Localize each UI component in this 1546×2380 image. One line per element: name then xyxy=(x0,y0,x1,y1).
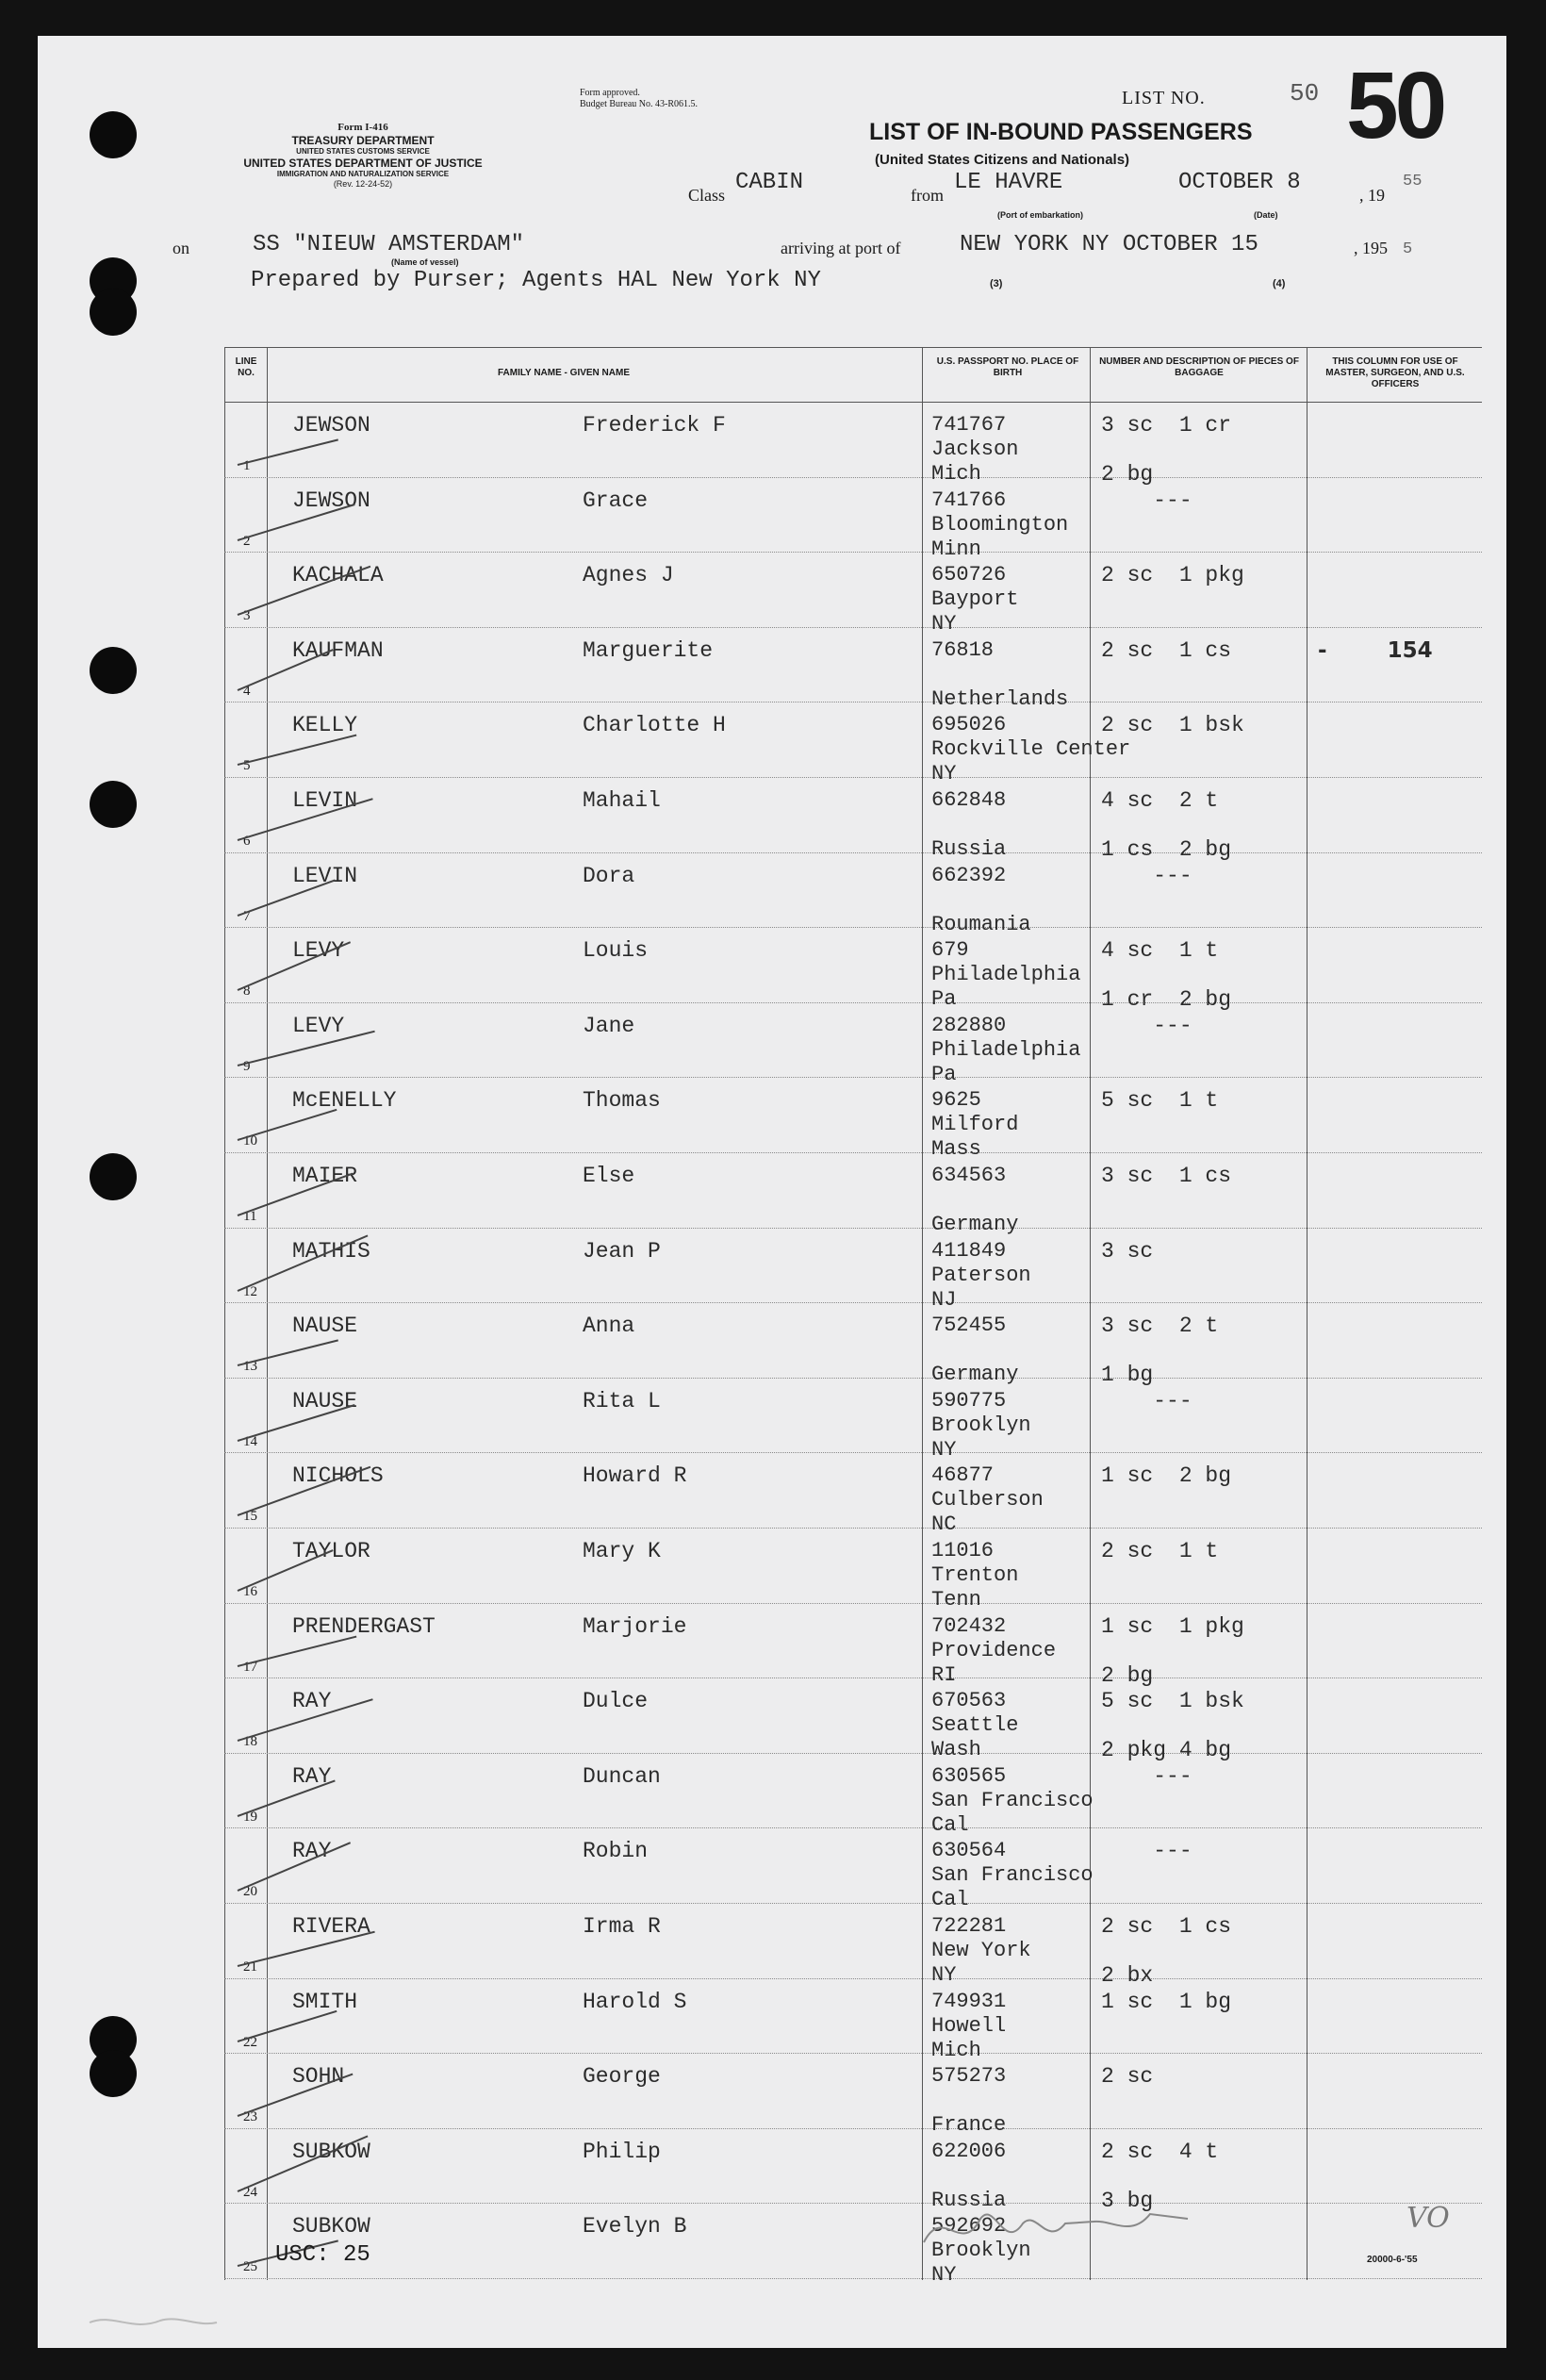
given-name: Dora xyxy=(583,863,635,888)
baggage-description: --- xyxy=(1101,1763,1192,1789)
family-name: NICHOLS xyxy=(292,1463,384,1489)
passenger-table xyxy=(224,347,1482,2288)
family-name: LEVY xyxy=(292,938,345,964)
baggage-description: --- xyxy=(1101,863,1192,888)
punch-hole xyxy=(90,647,137,694)
passport-birthplace: 630564 San Francisco Cal xyxy=(931,1839,1094,1912)
punch-hole xyxy=(90,111,137,158)
line-number: 17 xyxy=(243,1659,257,1675)
row-divider xyxy=(224,477,1482,478)
line-number: 20 xyxy=(243,1884,257,1900)
col-passport: U.S. PASSPORT NO. PLACE OF BIRTH xyxy=(936,356,1079,378)
row-divider xyxy=(224,627,1482,628)
family-name: JEWSON xyxy=(292,413,370,438)
passport-birthplace: 575273 France xyxy=(931,2064,1007,2138)
passport-birthplace: 411849 Paterson NJ xyxy=(931,1238,1031,1312)
passport-birthplace: 634563 Germany xyxy=(931,1164,1019,1236)
given-name: Mary K xyxy=(583,1539,661,1563)
passport-birthplace: 9625 Milford Mass xyxy=(931,1088,1019,1162)
list-no-label: LIST NO. xyxy=(1122,88,1206,108)
baggage-description: 2 sc 1 bsk xyxy=(1101,713,1244,738)
given-name: George xyxy=(583,2064,661,2090)
baggage-description: --- xyxy=(1101,1839,1192,1864)
check-mark-stroke xyxy=(238,2009,337,2041)
line-number: 11 xyxy=(243,1209,257,1224)
list-no-typed: 50 xyxy=(1290,79,1320,107)
passport-birthplace: 695026 Rockville Center NY xyxy=(931,713,1131,786)
given-name: Thomas xyxy=(583,1088,661,1114)
baggage-description: 1 sc 2 bg xyxy=(1101,1463,1232,1489)
baggage-description: 4 sc 2 t 1 cs 2 bg xyxy=(1101,788,1232,862)
baggage-description: 2 sc xyxy=(1101,2064,1154,2090)
given-name: Rita L xyxy=(583,1388,661,1413)
given-name: Charlotte H xyxy=(583,713,726,738)
baggage-description: --- xyxy=(1101,1388,1192,1413)
line-number: 5 xyxy=(243,758,251,774)
arrival-year-prefix: , 195 xyxy=(1354,239,1388,257)
line-number: 10 xyxy=(243,1133,257,1149)
row-divider xyxy=(224,1753,1482,1754)
given-name: Irma R xyxy=(583,1914,661,1939)
budget-bureau: Budget Bureau No. 43-R061.5. xyxy=(580,99,698,109)
family-name: TAYLOR xyxy=(292,1539,370,1563)
justice-dept: UNITED STATES DEPARTMENT OF JUSTICE xyxy=(243,157,483,170)
form-agency-block xyxy=(151,123,575,190)
handwritten-signature xyxy=(905,2186,1216,2271)
treasury-dept: TREASURY DEPARTMENT xyxy=(291,134,435,147)
vessel-name: SS "NIEUW AMSTERDAM" xyxy=(253,232,525,257)
passport-birthplace: 11016 Trenton Tenn xyxy=(931,1539,1019,1611)
given-name: Jean P xyxy=(583,1238,661,1264)
line-number: 3 xyxy=(243,608,251,624)
family-name: MATHIS xyxy=(292,1238,370,1264)
family-name: RAY xyxy=(292,1689,332,1714)
passport-birthplace: 662848 Russia xyxy=(931,788,1007,861)
row-divider xyxy=(224,1978,1482,1979)
line-number: 21 xyxy=(243,1959,257,1975)
ins-service: IMMIGRATION AND NATURALIZATION SERVICE xyxy=(276,170,450,178)
row-divider xyxy=(224,1528,1482,1529)
baggage-description: 5 sc 1 t xyxy=(1101,1088,1219,1114)
line-number: 14 xyxy=(243,1433,257,1449)
row-divider xyxy=(224,1077,1482,1078)
list-subtitle: (United States Citizens and Nationals) xyxy=(875,152,1130,168)
binding-mark xyxy=(85,2304,226,2341)
row-divider xyxy=(224,1903,1482,1904)
officer-note: - 154 xyxy=(1318,637,1433,663)
family-name: SMITH xyxy=(292,1989,358,2014)
embark-caption: (Port of embarkation) xyxy=(997,210,1084,220)
row-divider xyxy=(224,2278,1482,2279)
given-name: Marguerite xyxy=(583,637,714,663)
col-line-no: LINE NO. xyxy=(235,356,257,378)
family-name: RAY xyxy=(292,1839,332,1864)
given-name: Dulce xyxy=(583,1689,649,1714)
passport-birthplace: 741767 Jackson Mich xyxy=(931,413,1019,486)
given-name: Anna xyxy=(583,1314,635,1339)
row-divider xyxy=(224,1452,1482,1453)
form-approved: Form approved. xyxy=(580,88,640,98)
row-divider xyxy=(224,552,1482,553)
passport-birthplace: 46877 Culberson NC xyxy=(931,1463,1044,1537)
passport-birthplace: 749931 Howell Mich xyxy=(931,1989,1007,2062)
family-name: LEVIN xyxy=(292,788,358,813)
vessel-caption: (Name of vessel) xyxy=(391,257,459,267)
punch-hole xyxy=(90,781,137,828)
passport-birthplace: 662392 Roumania xyxy=(931,863,1031,936)
passport-birthplace: 679 Philadelphia Pa xyxy=(931,938,1081,1012)
baggage-description: 3 sc 2 t 1 bg xyxy=(1101,1314,1219,1388)
row-divider xyxy=(224,2203,1482,2204)
given-name: Philip xyxy=(583,2139,661,2164)
passport-birthplace: 741766 Bloomington Minn xyxy=(931,488,1069,561)
line-number: 9 xyxy=(243,1058,251,1074)
line-number: 4 xyxy=(243,683,251,699)
passport-birthplace: 670563 Seattle Wash xyxy=(931,1689,1019,1762)
row-divider xyxy=(224,1827,1482,1828)
baggage-description: 2 sc 4 t 3 bg xyxy=(1101,2139,1219,2213)
row-divider xyxy=(224,1002,1482,1003)
given-name: Howard R xyxy=(583,1463,687,1489)
family-name: MAIER xyxy=(292,1164,358,1188)
passport-birthplace: 752455 Germany xyxy=(931,1314,1019,1387)
baggage-description: 4 sc 1 t 1 cr 2 bg xyxy=(1101,938,1232,1013)
row-divider xyxy=(224,1152,1482,1153)
col-officers: THIS COLUMN FOR USE OF MASTER, SURGEON, AND U.S. OFFICERS xyxy=(1325,356,1465,389)
given-name: Evelyn B xyxy=(583,2214,687,2240)
check-mark-stroke xyxy=(238,438,338,466)
passport-birthplace: 282880 Philadelphia Pa xyxy=(931,1013,1081,1086)
line-number: 1 xyxy=(243,458,251,473)
given-name: Louis xyxy=(583,938,649,964)
row-divider xyxy=(224,927,1482,928)
family-name: KACHALA xyxy=(292,563,384,588)
baggage-description: 1 sc 1 pkg 2 bg xyxy=(1101,1613,1244,1688)
row-divider xyxy=(224,2053,1482,2054)
row-divider xyxy=(224,1228,1482,1229)
given-name: Harold S xyxy=(583,1989,687,2014)
customs-service: UNITED STATES CUSTOMS SERVICE xyxy=(296,147,430,156)
class-value: CABIN xyxy=(735,170,804,195)
date-caption: (Date) xyxy=(1254,210,1278,220)
prepared-by: Prepared by Purser; Agents HAL New York NY xyxy=(251,268,821,293)
passport-birthplace: 76818 Netherlands xyxy=(931,637,1069,711)
given-name: Frederick F xyxy=(583,413,726,438)
departure-date: OCTOBER 8 xyxy=(1178,170,1301,195)
row-divider xyxy=(224,1378,1482,1379)
punch-hole xyxy=(90,289,137,336)
arrival-port-date: NEW YORK NY OCTOBER 15 xyxy=(960,232,1258,257)
baggage-description: 5 sc 1 bsk 2 pkg 4 bg xyxy=(1101,1689,1244,1763)
passport-birthplace: 592692 Brooklyn NY xyxy=(931,2214,1031,2288)
family-name: NAUSE xyxy=(292,1314,358,1339)
check-mark-stroke xyxy=(238,1635,357,1666)
col-baggage: NUMBER AND DESCRIPTION OF PIECES OF BAGGAGE xyxy=(1099,356,1299,378)
family-name: SOHN xyxy=(292,2064,345,2090)
arrival-year-suffix: 5 xyxy=(1403,240,1413,258)
check-mark-stroke xyxy=(238,649,334,691)
caption-4: (4) xyxy=(1273,278,1286,289)
given-name: Mahail xyxy=(583,788,661,813)
class-label: Class xyxy=(688,186,726,205)
from-label: from xyxy=(911,186,944,205)
family-name: RAY xyxy=(292,1763,332,1789)
line-number: 12 xyxy=(243,1283,257,1299)
family-name: SUBKOW xyxy=(292,2139,370,2164)
baggage-description: 2 sc 1 cs xyxy=(1101,637,1232,663)
line-number: 7 xyxy=(243,908,251,924)
row-divider xyxy=(224,1302,1482,1303)
baggage-description: --- xyxy=(1101,488,1192,513)
given-name: Grace xyxy=(583,488,649,513)
passport-birthplace: 650726 Bayport NY xyxy=(931,563,1019,636)
print-code: 20000-6-'55 xyxy=(1367,2255,1418,2265)
family-name: JEWSON xyxy=(292,488,370,513)
list-no-stamp: 50 xyxy=(1346,53,1444,158)
row-divider xyxy=(224,777,1482,778)
year-prefix: , 19 xyxy=(1359,186,1385,205)
given-name: Jane xyxy=(583,1013,635,1038)
passport-birthplace: 630565 San Francisco Cal xyxy=(931,1763,1094,1837)
line-number: 18 xyxy=(243,1734,257,1750)
family-name: RIVERA xyxy=(292,1914,370,1939)
punch-hole xyxy=(90,2050,137,2097)
baggage-description: 2 sc 1 pkg xyxy=(1101,563,1244,588)
caption-3: (3) xyxy=(990,278,1003,289)
check-mark-stroke xyxy=(238,735,357,766)
baggage-description: 3 sc xyxy=(1101,1238,1154,1264)
col-name: FAMILY NAME - GIVEN NAME xyxy=(497,368,630,378)
form-revision: (Rev. 12-24-52) xyxy=(333,179,393,189)
family-name: NAUSE xyxy=(292,1388,358,1413)
baggage-description: 2 sc 1 t xyxy=(1101,1539,1219,1563)
check-mark-stroke xyxy=(238,1109,337,1141)
family-name: PRENDERGAST xyxy=(292,1613,436,1639)
family-name: KELLY xyxy=(292,713,358,738)
line-number: 6 xyxy=(243,834,251,849)
given-name: Duncan xyxy=(583,1763,661,1789)
family-name: KAUFMAN xyxy=(292,637,384,663)
given-name: Agnes J xyxy=(583,563,674,588)
usc-total: USC: 25 xyxy=(275,2242,370,2268)
officer-initials: VO xyxy=(1406,2202,1450,2235)
family-name: SUBKOW xyxy=(292,2214,370,2240)
row-divider xyxy=(224,1603,1482,1604)
check-mark-stroke xyxy=(238,1779,336,1817)
manifest-sheet xyxy=(38,36,1506,2348)
on-label: on xyxy=(173,239,189,257)
baggage-description: 1 sc 1 bg xyxy=(1101,1989,1232,2014)
row-divider xyxy=(224,2128,1482,2129)
row-divider xyxy=(224,852,1482,853)
check-mark-stroke xyxy=(238,879,336,917)
from-value: LE HAVRE xyxy=(954,170,1063,195)
year-suffix: 55 xyxy=(1403,173,1423,190)
line-number: 8 xyxy=(243,983,251,1000)
arriving-label: arriving at port of xyxy=(781,239,901,257)
check-mark-stroke xyxy=(238,1549,334,1592)
given-name: Robin xyxy=(583,1839,649,1864)
line-number: 19 xyxy=(243,1809,257,1825)
line-number: 2 xyxy=(243,533,251,549)
line-number: 16 xyxy=(243,1584,257,1599)
given-name: Marjorie xyxy=(583,1613,687,1639)
baggage-description: 3 sc 1 cr 2 bg xyxy=(1101,413,1232,487)
line-number: 22 xyxy=(243,2034,257,2050)
punch-hole xyxy=(90,1153,137,1200)
passport-birthplace: 590775 Brooklyn NY xyxy=(931,1388,1031,1462)
passport-birthplace: 722281 New York NY xyxy=(931,1914,1031,1987)
family-name: LEVIN xyxy=(292,863,358,888)
check-mark-stroke xyxy=(238,1340,338,1367)
family-name: McENELLY xyxy=(292,1088,397,1114)
line-number: 15 xyxy=(243,1509,257,1525)
line-number: 24 xyxy=(243,2184,257,2200)
line-number: 25 xyxy=(243,2259,257,2275)
baggage-description: 2 sc 1 cs 2 bx xyxy=(1101,1914,1232,1988)
baggage-description: --- xyxy=(1101,1013,1192,1038)
form-number: Form I-416 xyxy=(337,122,388,133)
line-number: 23 xyxy=(243,2109,257,2125)
baggage-description: 3 sc 1 cs xyxy=(1101,1164,1232,1188)
family-name: LEVY xyxy=(292,1013,345,1038)
list-title: LIST OF IN-BOUND PASSENGERS xyxy=(869,119,1253,145)
passport-birthplace: 702432 Providence RI xyxy=(931,1613,1057,1687)
passport-birthplace: 622006 Russia xyxy=(931,2139,1007,2212)
given-name: Else xyxy=(583,1164,635,1188)
line-number: 13 xyxy=(243,1359,257,1375)
